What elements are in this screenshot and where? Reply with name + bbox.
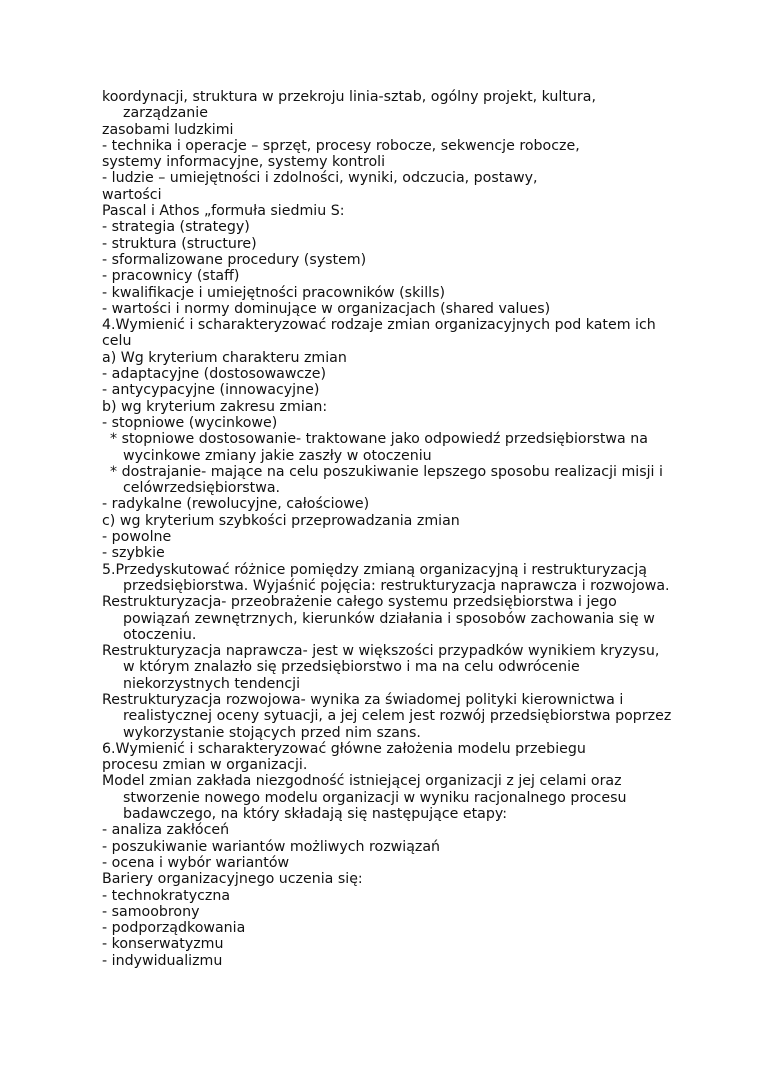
list-item: - ocena i wybór wariantów: [102, 854, 290, 871]
text-line: Bariery organizacyjnego uczenia się:: [102, 871, 363, 888]
list-item: - podporządkowania: [102, 920, 246, 937]
list-item: - stopniowe (wycinkowe): [102, 414, 278, 431]
question-heading: 4.Wymienić i scharakteryzować rodzaje zmian organizacyjnych pod katem ich: [102, 317, 656, 334]
question-heading: celu: [102, 333, 132, 350]
question-heading: przedsiębiorstwa. Wyjaśnić pojęcia: restrukturyzacja naprawcza i rozwojowa.: [123, 577, 670, 594]
list-item: - poszukiwanie wariantów możliwych rozwiązań: [102, 838, 441, 855]
list-item: - adaptacyjne (dostosowawcze): [102, 366, 326, 383]
text-line: Restrukturyzacja rozwojowa- wynika za świadomej polityki kierownictwa i: [102, 691, 624, 708]
list-item: - wartości i normy dominujące w organizacjach (shared values): [102, 300, 551, 317]
text-line: otoczeniu.: [123, 626, 197, 643]
list-item: - konserwatyzmu: [102, 936, 224, 953]
text-line: powiązań zewnętrznych, kierunków działania i sposobów zachowania się w: [123, 610, 655, 627]
list-item: - powolne: [102, 529, 172, 546]
list-item: - sformalizowane procedury (system): [102, 251, 367, 268]
list-item: - radykalne (rewolucyjne, całościowe): [102, 496, 370, 513]
section-heading: Pascal i Athos „formuła siedmiu S:: [102, 203, 345, 220]
text-line: zasobami ludzkimi: [102, 121, 234, 138]
question-heading: 6.Wymienić i scharakteryzować główne założenia modelu przebiegu: [102, 740, 586, 757]
sub-list-item: wycinkowe zmiany jakie zaszły w otoczeniu: [123, 447, 432, 464]
sub-list-item: celówrzedsiębiorstwa.: [123, 480, 281, 497]
list-item: - kwalifikacje i umiejętności pracowników (skills): [102, 284, 446, 301]
list-item: - samoobrony: [102, 903, 200, 920]
text-line: - technika i operacje – sprzęt, procesy robocze, sekwencje robocze,: [102, 137, 580, 154]
list-item: - analiza zakłóceń: [102, 822, 230, 839]
list-item: - technokratyczna: [102, 887, 231, 904]
list-item: - szybkie: [102, 545, 165, 562]
list-item: - indywidualizmu: [102, 952, 223, 969]
text-line: realistycznej oceny sytuacji, a jej celem jest rozwój przedsiębiorstwa poprzez: [123, 708, 672, 725]
text-line: - ludzie – umiejętności i zdolności, wyniki, odczucia, postawy,: [102, 170, 538, 187]
text-line: Restrukturyzacja- przeobrażenie całego systemu przedsiębiorstwa i jego: [102, 594, 617, 611]
text-line: Model zmian zakłada niezgodność istniejącej organizacji z jej celami oraz: [102, 773, 622, 790]
text-line: Restrukturyzacja naprawcza- jest w większości przypadków wynikiem kryzysu,: [102, 643, 660, 660]
text-line: badawczego, na który składają się następujące etapy:: [123, 806, 508, 823]
list-item: - pracownicy (staff): [102, 268, 240, 285]
text-line: systemy informacyjne, systemy kontroli: [102, 154, 386, 171]
text-line: zarządzanie: [123, 105, 208, 122]
list-item: - strategia (strategy): [102, 219, 250, 236]
text-line: koordynacji, struktura w przekroju linia-sztab, ogólny projekt, kultura,: [102, 89, 596, 105]
question-heading: 5.Przedyskutować różnice pomiędzy zmianą organizacyjną i restrukturyzacją: [102, 561, 647, 578]
list-item: - struktura (structure): [102, 235, 257, 252]
text-line: stworzenie nowego modelu organizacji w wyniku racjonalnego procesu: [123, 789, 627, 806]
text-line: wartości: [102, 186, 162, 203]
sub-list-item: * dostrajanie- mające na celu poszukiwanie lepszego sposobu realizacji misji i: [110, 463, 663, 480]
sub-list-item: * stopniowe dostosowanie- traktowane jako odpowiedź przedsiębiorstwa na: [110, 431, 648, 448]
text-line: w którym znalazło się przedsiębiorstwo i ma na celu odwrócenie: [123, 659, 580, 676]
text-line: a) Wg kryterium charakteru zmian: [102, 349, 347, 366]
list-item: - antycypacyjne (innowacyjne): [102, 382, 320, 399]
question-heading: procesu zmian w organizacji.: [102, 757, 308, 774]
text-line: niekorzystnych tendencji: [123, 675, 301, 692]
document-body: [102, 89, 702, 969]
text-line: wykorzystanie stojących przed nim szans.: [123, 724, 421, 741]
text-line: b) wg kryterium zakresu zmian:: [102, 398, 328, 415]
text-line: c) wg kryterium szybkości przeprowadzania zmian: [102, 512, 460, 529]
